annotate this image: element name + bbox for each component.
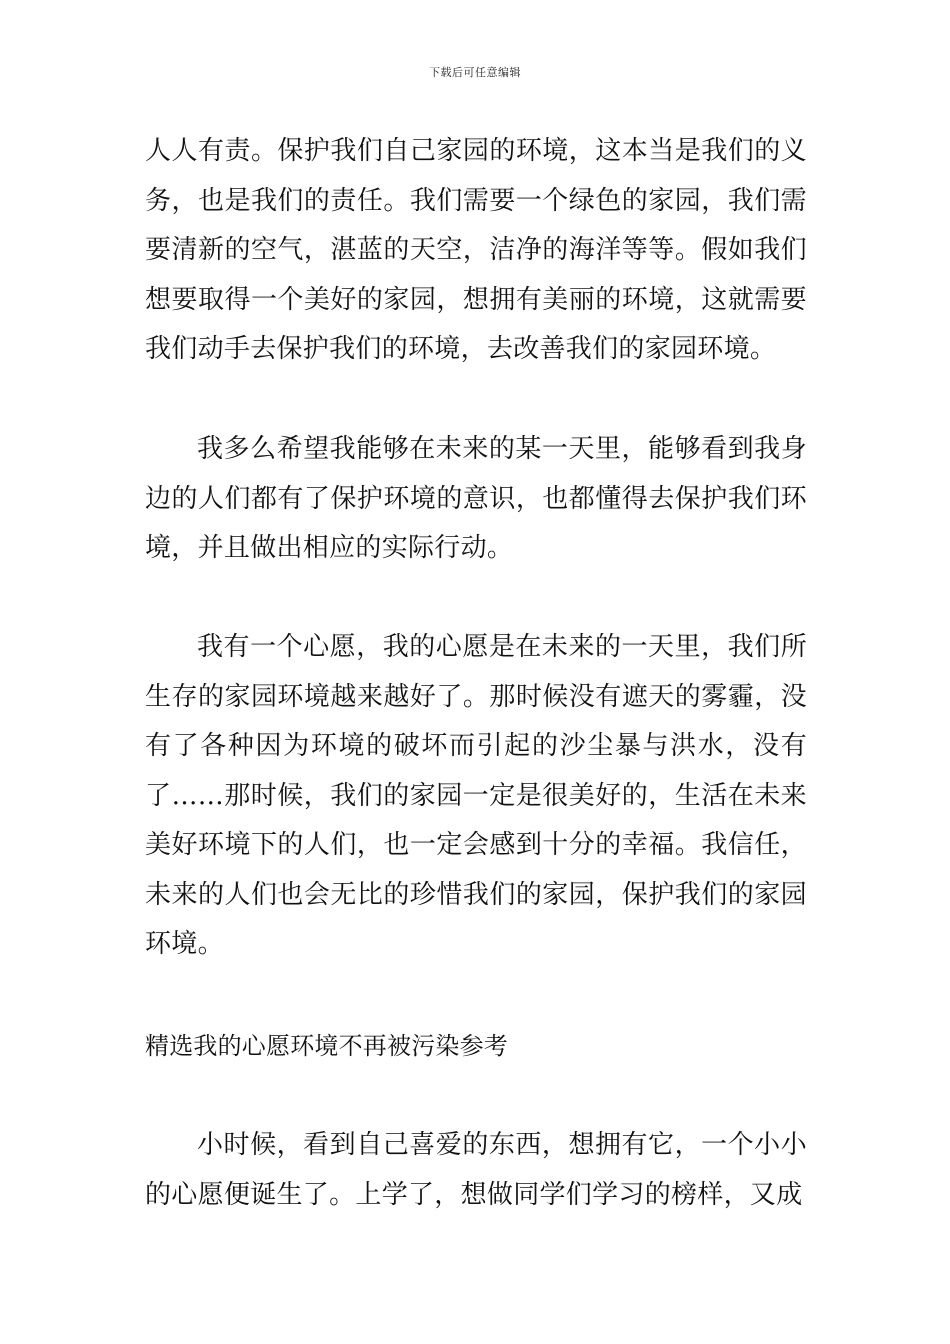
paragraph-3: 我有一个心愿，我的心愿是在未来的一天里，我们所生存的家园环境越来越好了。那时候没有遮天的雾霾，没有了各种因为环境的破坏而引起的沙尘暴与洪水，没有了……那时候，我们的家园一定是很美好的，生活在未来美好环境下的人们，也一定会感到十分的幸福。我信任，未来的人们也会无比的珍惜我们的家园，保护我们的家园环境。 — [145, 632, 807, 959]
section-heading: 精选我的心愿环境不再被污染参考 — [145, 1032, 508, 1060]
paragraph-2: 我多么希望我能够在未来的某一天里，能够看到我身边的人们都有了保护环境的意识，也都懂得去保护我们环境，并且做出相应的实际行动。 — [145, 434, 807, 563]
paragraph-4: 小时候，看到自己喜爱的东西，想拥有它，一个小小的心愿便诞生了。上学了，想做同学们学习的榜样，又成 — [145, 1130, 807, 1210]
page-header: 下载后可任意编辑 — [429, 66, 521, 79]
paragraph-1: 人人有责。保护我们自己家园的环境，这本当是我们的义务，也是我们的责任。我们需要一个绿色的家园，我们需要清新的空气，湛蓝的天空，洁净的海洋等等。假如我们想要取得一个美好的家园，想拥有美丽的环境，这就需要我们动手去保护我们的环境，去改善我们的家园环境。 — [145, 136, 807, 364]
